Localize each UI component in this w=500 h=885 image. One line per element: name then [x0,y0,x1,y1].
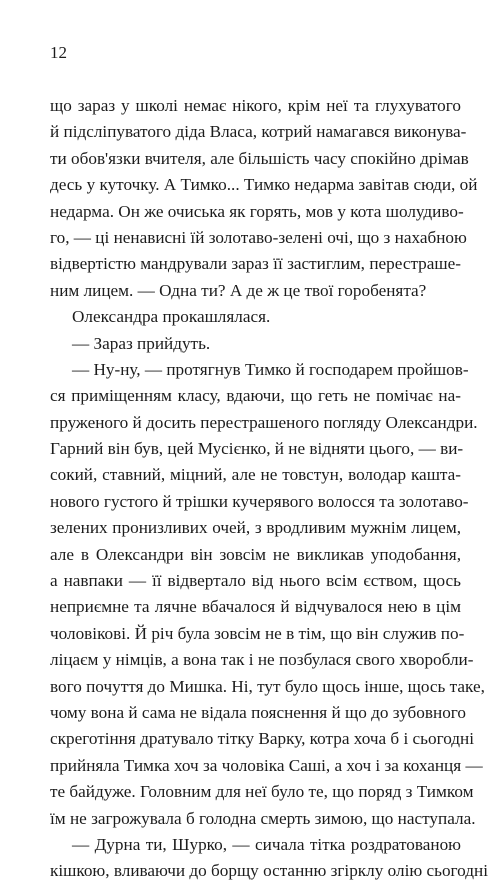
text-line: прийняла Тимка хоч за чоловіка Саші, а хоч і за коханця — [50,755,483,775]
text-line: неприємне та лячне вбачалося й відчувалося нею в цім [50,597,461,617]
text-line: чоловікові. Й річ була зовсім не в тім, що він служив по- [50,623,465,643]
text-line: ся приміщенням класу, вдаючи, що геть не помічає на- [50,386,461,406]
text-line: те байдуже. Головним для неї було те, що поряд з Тимком [50,782,474,802]
page-number: 12 [50,43,67,62]
text-line: але в Олександри він зовсім не викликав уподобання, [50,544,461,564]
text-line: ним лицем. — Одна ти? А де ж це твої горобенята? [50,280,427,300]
text-line: сокий, ставний, міцний, але не товстун, володар кашта- [50,465,461,485]
text-line: Гарний він був, цей Мусієнко, й не відняти цього, — ви- [50,439,464,459]
text-line: їм не загрожувала б голодна смерть зимою, що наступала. [50,808,476,828]
text-line: го, — ці ненависні їй золотаво-зелені очі, що з нахабною [50,227,467,247]
text-line: ліцаєм у німців, а вона так і не позбулася свого хворобли- [50,650,474,670]
text-line: — Ну-ну, — протягнув Тимко й господарем пройшов- [72,359,469,379]
text-line: пруженого й досить перестрашеного погляду Олександри. [50,412,478,432]
text-line: відвертістю мандрували зараз її застиглим, перестраше- [50,254,461,274]
text-line: нового густого й трішки кучерявого волосся та золотаво- [50,491,469,511]
text-line: — Зараз прийдуть. [72,333,211,353]
text-line: кішкою, вливаючи до борщу останню згірклу олію сьогодні [50,861,488,881]
text-line: що зараз у школі немає нікого, крім неї та глухуватого [50,96,461,115]
text-line: вого почуття до Мишка. Ні, тут було щось інше, щось таке, [50,676,485,696]
body-text [50,93,488,885]
text-line: Олександра прокашлялася. [72,307,271,327]
text-line: недарма. Он же очиська як горять, мов у кота шолудиво- [50,201,464,221]
text-line: зелених пронизливих очей, з вродливим мужнім лицем, [50,518,461,538]
text-line: а навпаки — її відвертало від нього всім єством, щось [50,571,461,591]
text-line: й підсліпуватого діда Власа, котрий намагався виконува- [50,122,467,142]
text-line: скреготіння дратувало тітку Варку, котра хоча б і сьогодні [50,729,475,749]
text-line: ти обов'язки вчителя, але більшість часу спокійно дрімав [50,148,469,168]
text-line: чому вона й сама не відала пояснення й що до зубовного [50,702,467,722]
text-line: десь у куточку. А Тимко... Тимко недарма завітав сюди, ой [50,175,478,195]
text-line: — Дурна ти, Шурко, — сичала тітка роздратованою [72,834,461,854]
